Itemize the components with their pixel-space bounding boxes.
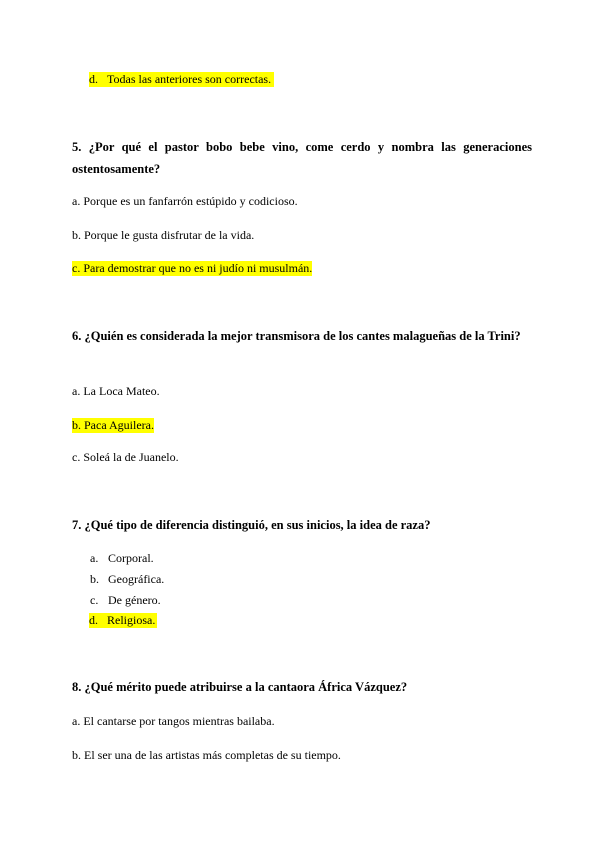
question-7-option-d-correct [89, 613, 157, 628]
option-marker: d. [89, 613, 98, 627]
option-marker: a. [90, 551, 99, 565]
question-8-option-a: a. El cantarse por tangos mientras bailaba. [72, 714, 275, 728]
question-7-title: 7. ¿Qué tipo de diferencia distinguió, en sus inicios, la idea de raza? [72, 518, 431, 532]
option-marker: b. [90, 572, 99, 586]
question-7-option-c: De género. [108, 593, 161, 607]
option-marker: d. [89, 72, 98, 86]
question-8-option-b: b. El ser una de las artistas más completas de su tiempo. [72, 748, 341, 762]
question-5-option-b: b. Porque le gusta disfrutar de la vida. [72, 228, 255, 242]
question-7-option-a: Corporal. [108, 551, 154, 565]
question-7-option-b: Geográfica. [108, 572, 165, 586]
question-5-option-c-correct: c. Para demostrar que no es ni judío ni musulmán. [72, 261, 313, 275]
question-8-title: 8. ¿Qué mérito puede atribuirse a la cantaora África Vázquez? [72, 680, 408, 694]
question-6-title: 6. ¿Quién es considerada la mejor transmisora de los cantes malagueñas de la Trini? [72, 329, 521, 343]
option-text: Religiosa. [107, 613, 156, 627]
question-6-option-a: a. La Loca Mateo. [72, 384, 160, 398]
question-5-option-a: a. Porque es un fanfarrón estúpido y codicioso. [72, 194, 298, 208]
option-text: Todas las anteriores son correctas. [107, 72, 272, 86]
question-6-option-b-correct: b. Paca Aguilera. [72, 418, 154, 432]
question-6-option-c: c. Soleá la de Juanelo. [72, 450, 179, 464]
prev-option-d [89, 72, 274, 87]
option-marker: c. [90, 593, 99, 607]
question-5-title: 5. ¿Por qué el pastor bobo bebe vino, come cerdo y nombra las generaciones ostentosamente? [72, 140, 532, 176]
